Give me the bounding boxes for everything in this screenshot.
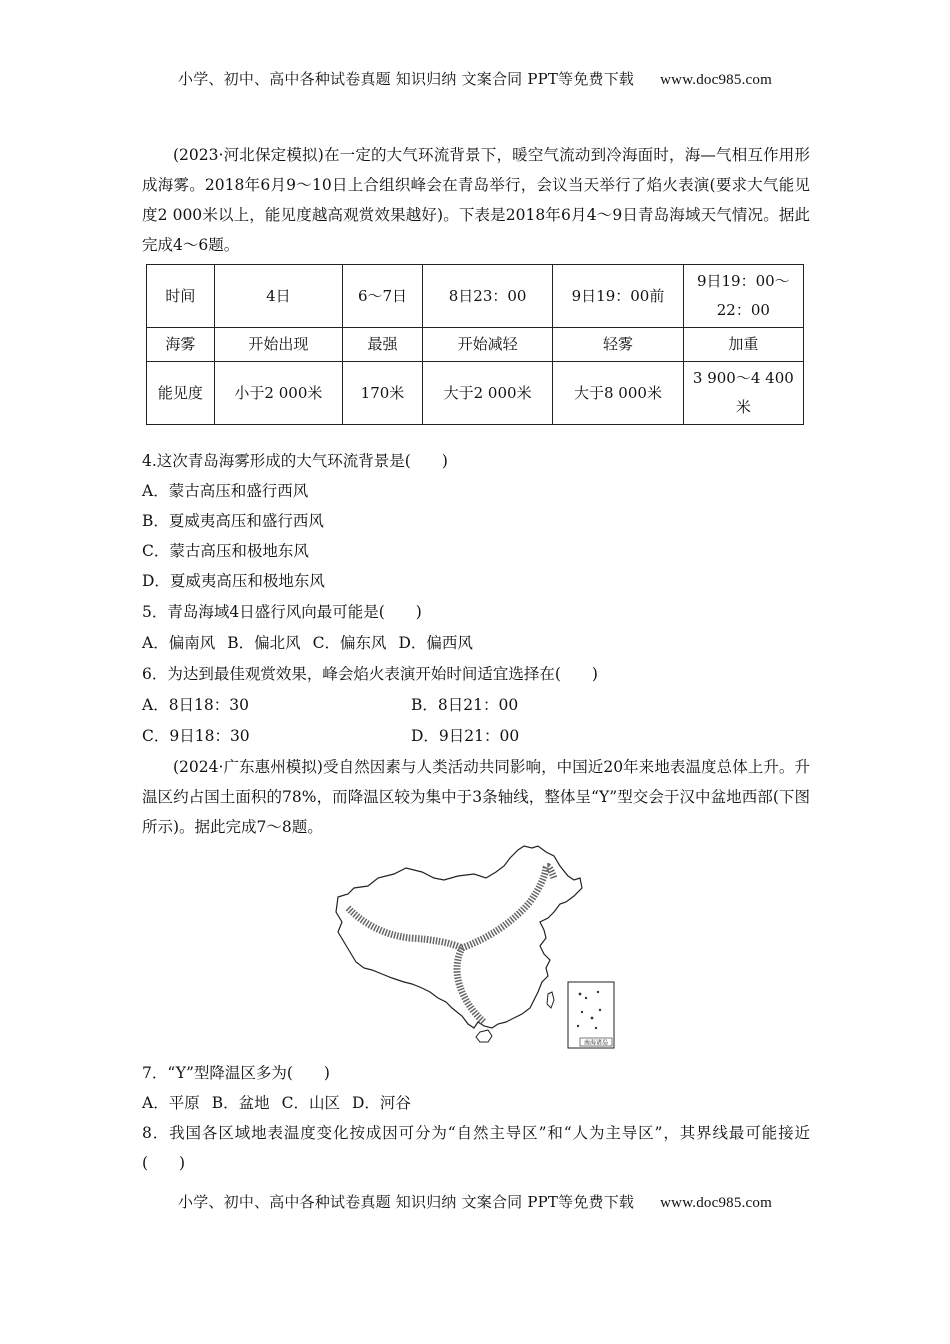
question-4-option-c[interactable]: C．蒙古高压和极地东风: [142, 542, 309, 560]
question-6-option-d[interactable]: D．9日21：00: [411, 727, 520, 745]
question-5-options: [142, 633, 473, 653]
table-row: [147, 328, 804, 362]
table-cell: 小于2 000米: [214, 362, 342, 425]
page-header: [0, 68, 950, 89]
question-4-option-b[interactable]: B．夏威夷高压和盛行西风: [142, 512, 324, 530]
table-row: [147, 362, 804, 425]
table-cell: 能见度: [147, 362, 215, 425]
china-cooling-map: [334, 842, 616, 1050]
table-cell: 6～7日: [343, 265, 423, 328]
inset-label: 南海诸岛: [583, 1039, 609, 1047]
question-4-option-d[interactable]: D．夏威夷高压和极地东风: [142, 572, 325, 590]
question-7-option-c[interactable]: C．山区: [281, 1094, 340, 1112]
hainan-island: [476, 1030, 492, 1042]
taiwan-island: [547, 992, 554, 1008]
table-cell: 海雾: [147, 328, 215, 362]
table-cell: 8日23：00: [422, 265, 552, 328]
table-cell: 大于8 000米: [553, 362, 683, 425]
table-cell: 大于2 000米: [422, 362, 552, 425]
question-5-option-d[interactable]: D．偏西风: [398, 634, 473, 652]
question-4-stem: 4.这次青岛海雾形成的大气环流背景是( ): [142, 452, 448, 470]
table-cell: 3 900～4 400米: [683, 362, 803, 425]
page-footer: [0, 1191, 950, 1212]
footer-text: 小学、初中、高中各种试卷真题 知识归纳 文案合同 PPT等免费下载: [178, 1193, 635, 1211]
question-6-option-c[interactable]: C．9日18：30: [142, 727, 250, 745]
question-5-option-a[interactable]: A．偏南风: [142, 634, 216, 652]
question-4-option-a[interactable]: A．蒙古高压和盛行西风: [142, 482, 309, 500]
question-7-option-b[interactable]: B．盆地: [211, 1094, 270, 1112]
intro-paragraph-1: (2023·河北保定模拟)在一定的大气环流背景下，暖空气流动到冷海面时，海—气相互作用形成海雾。2018年6月9～10日上合组织峰会在青岛举行，会议当天举行了焰火表演(要求大气能见度2 000米以上，能见度越高观赏效果越好)。下表是2018年6月4～9日青岛海域天气情况。据此完成4～6题。: [142, 146, 810, 254]
table-cell: 轻雾: [553, 328, 683, 362]
cooling-axis-west: [348, 908, 462, 948]
question-6-stem: 6．为达到最佳观赏效果，峰会焰火表演开始时间适宜选择在( ): [142, 665, 598, 683]
question-6-option-a[interactable]: A．8日18：30: [142, 696, 250, 714]
table-cell: 4日: [214, 265, 342, 328]
question-8-stem: 8．我国各区域地表温度变化按成因可分为“自然主导区”和“人为主导区”，其界线最可能接近( ): [142, 1124, 810, 1172]
intro-paragraph-2: (2024·广东惠州模拟)受自然因素与人类活动共同影响，中国近20年来地表温度总体上升。升温区约占国土面积的78%，而降温区较为集中于3条轴线，整体呈“Y”型交会于汉中盆地西部(下图所示)。据此完成7～8题。: [142, 758, 810, 836]
cooling-axis-south: [457, 948, 484, 1022]
question-7-options: [142, 1093, 411, 1113]
question-7-option-d[interactable]: D．河谷: [351, 1094, 411, 1112]
question-7-option-a[interactable]: A．平原: [142, 1094, 200, 1112]
question-6-option-b[interactable]: B．8日21：00: [411, 696, 519, 714]
weather-table: [146, 264, 804, 425]
table-row: [147, 265, 804, 328]
table-cell: 170米: [343, 362, 423, 425]
question-5-option-b[interactable]: B．偏北风: [227, 634, 301, 652]
header-site[interactable]: www.doc985.com: [660, 72, 772, 88]
table-cell: 开始减轻: [422, 328, 552, 362]
table-cell: 9日19：00～22：00: [683, 265, 803, 328]
table-cell: 9日19：00前: [553, 265, 683, 328]
table-cell: 时间: [147, 265, 215, 328]
question-5-stem: 5．青岛海域4日盛行风向最可能是( ): [142, 603, 422, 621]
cooling-axis-northeast: [462, 866, 554, 948]
question-7-stem: 7．“Y”型降温区多为( ): [142, 1064, 330, 1082]
table-cell: 开始出现: [214, 328, 342, 362]
question-5-option-c[interactable]: C．偏东风: [312, 634, 387, 652]
table-cell: 最强: [343, 328, 423, 362]
footer-site[interactable]: www.doc985.com: [660, 1195, 772, 1211]
header-text: 小学、初中、高中各种试卷真题 知识归纳 文案合同 PPT等免费下载: [178, 70, 635, 88]
table-cell: 加重: [683, 328, 803, 362]
